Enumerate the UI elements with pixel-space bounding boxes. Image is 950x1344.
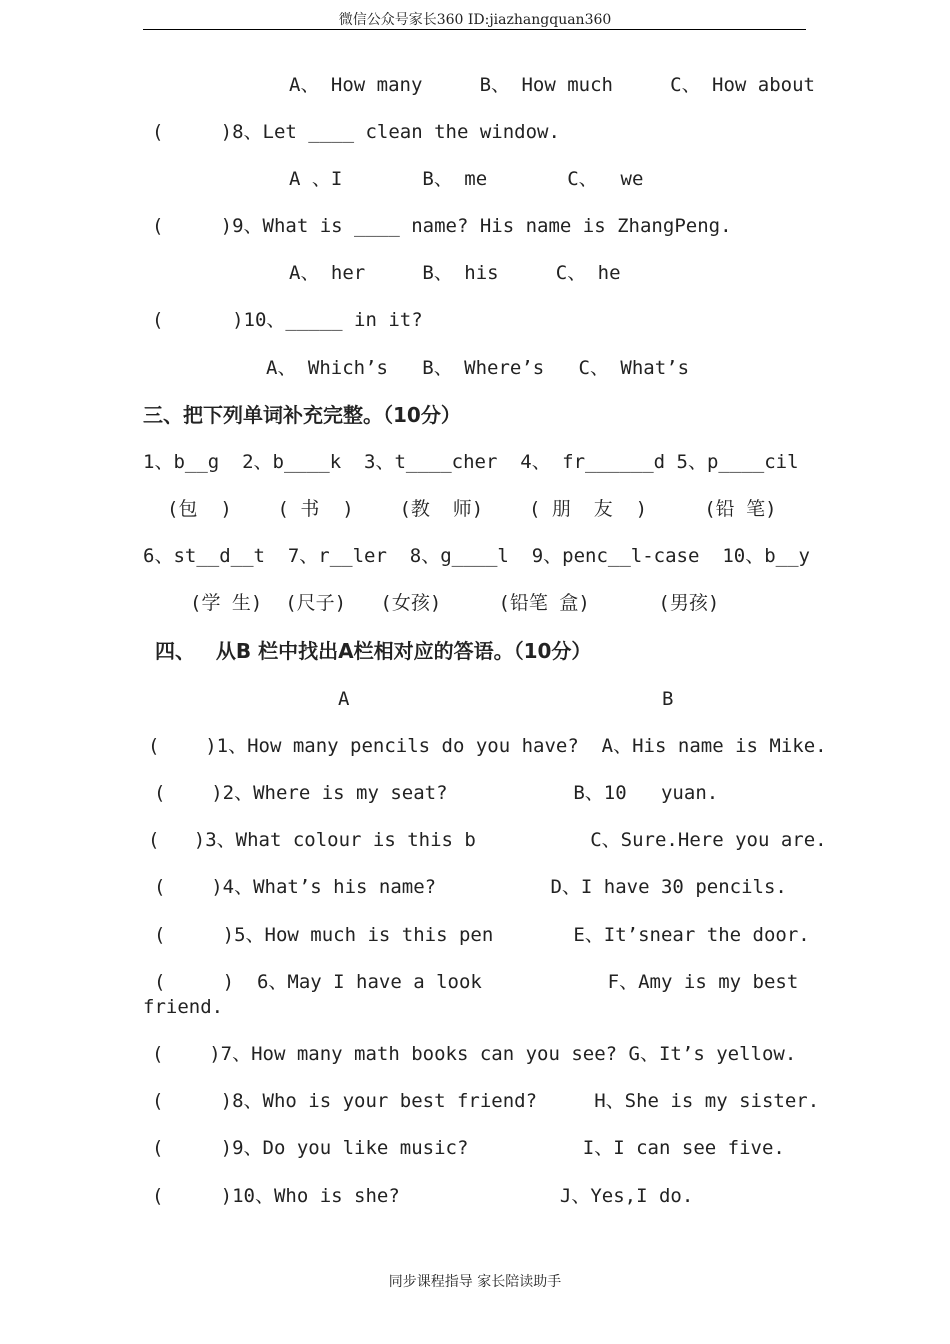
s3-hints-row-1: (包 ) ( 书 ) (教 师) ( 朋 友 ) (铅 笔) xyxy=(167,498,777,520)
match-row-8: ( )8、Who is your best friend? H、She is my sister. xyxy=(152,1090,820,1112)
column-b-label: B xyxy=(662,688,674,710)
match-row-6-wrap: friend. xyxy=(143,996,224,1018)
s3-hints-row-2: (学 生) (尺子) (女孩) (铅笔 盒) (男孩) xyxy=(190,592,720,614)
question-9: ( )9、What is ____ name? His name is ZhangPeng. xyxy=(152,215,732,237)
section-4-title: 四、 从B 栏中找出A栏相对应的答语。（10分） xyxy=(155,639,592,663)
page-footer: 同步课程指导 家长陪读助手 xyxy=(388,1274,562,1290)
page-header: 微信公众号家长360 ID:jiazhangquan360 xyxy=(338,12,612,28)
s3-words-row-2: 6、st__d__t 7、r__ler 8、g____l 9、penc__l-case 10、b__y xyxy=(143,545,810,567)
match-row-6: ( ) 6、May I have a look F、Amy is my best xyxy=(154,971,799,993)
match-row-2: ( )2、Where is my seat? B、10 yuan. xyxy=(154,782,719,804)
q9-options: A、 her B、 his C、 he xyxy=(289,262,621,284)
q10-options: A、 Which’s B、 Where’s C、 What’s xyxy=(266,357,690,379)
match-row-10: ( )10、Who is she? J、Yes,I do. xyxy=(152,1185,694,1207)
match-row-1: ( )1、How many pencils do you have? A、His name is Mike. xyxy=(148,735,827,757)
match-row-7: ( )7、How many math books can you see? G、It’s yellow. xyxy=(152,1043,797,1065)
match-row-9: ( )9、Do you like music? I、I can see five. xyxy=(152,1137,785,1159)
match-row-5: ( )5、How much is this pen E、It’snear the door. xyxy=(154,924,810,946)
match-row-3: ( )3、What colour is this b C、Sure.Here you are. xyxy=(148,829,827,851)
s3-words-row-1: 1、b__g 2、b____k 3、t____cher 4、 fr______d 5、p____cil xyxy=(143,451,799,473)
match-row-4: ( )4、What’s his name? D、I have 30 pencils. xyxy=(154,876,787,898)
section-3-title: 三、把下列单词补充完整。（10分） xyxy=(143,403,461,427)
header-divider xyxy=(143,29,806,30)
q7-options: A、 How many B、 How much C、 How about xyxy=(289,74,815,96)
column-a-label: A xyxy=(338,688,350,710)
q8-options: A 、I B、 me C、 we xyxy=(289,168,644,190)
question-10: ( )10、_____ in it? xyxy=(152,309,423,331)
question-8: ( )8、Let ____ clean the window. xyxy=(152,121,560,143)
